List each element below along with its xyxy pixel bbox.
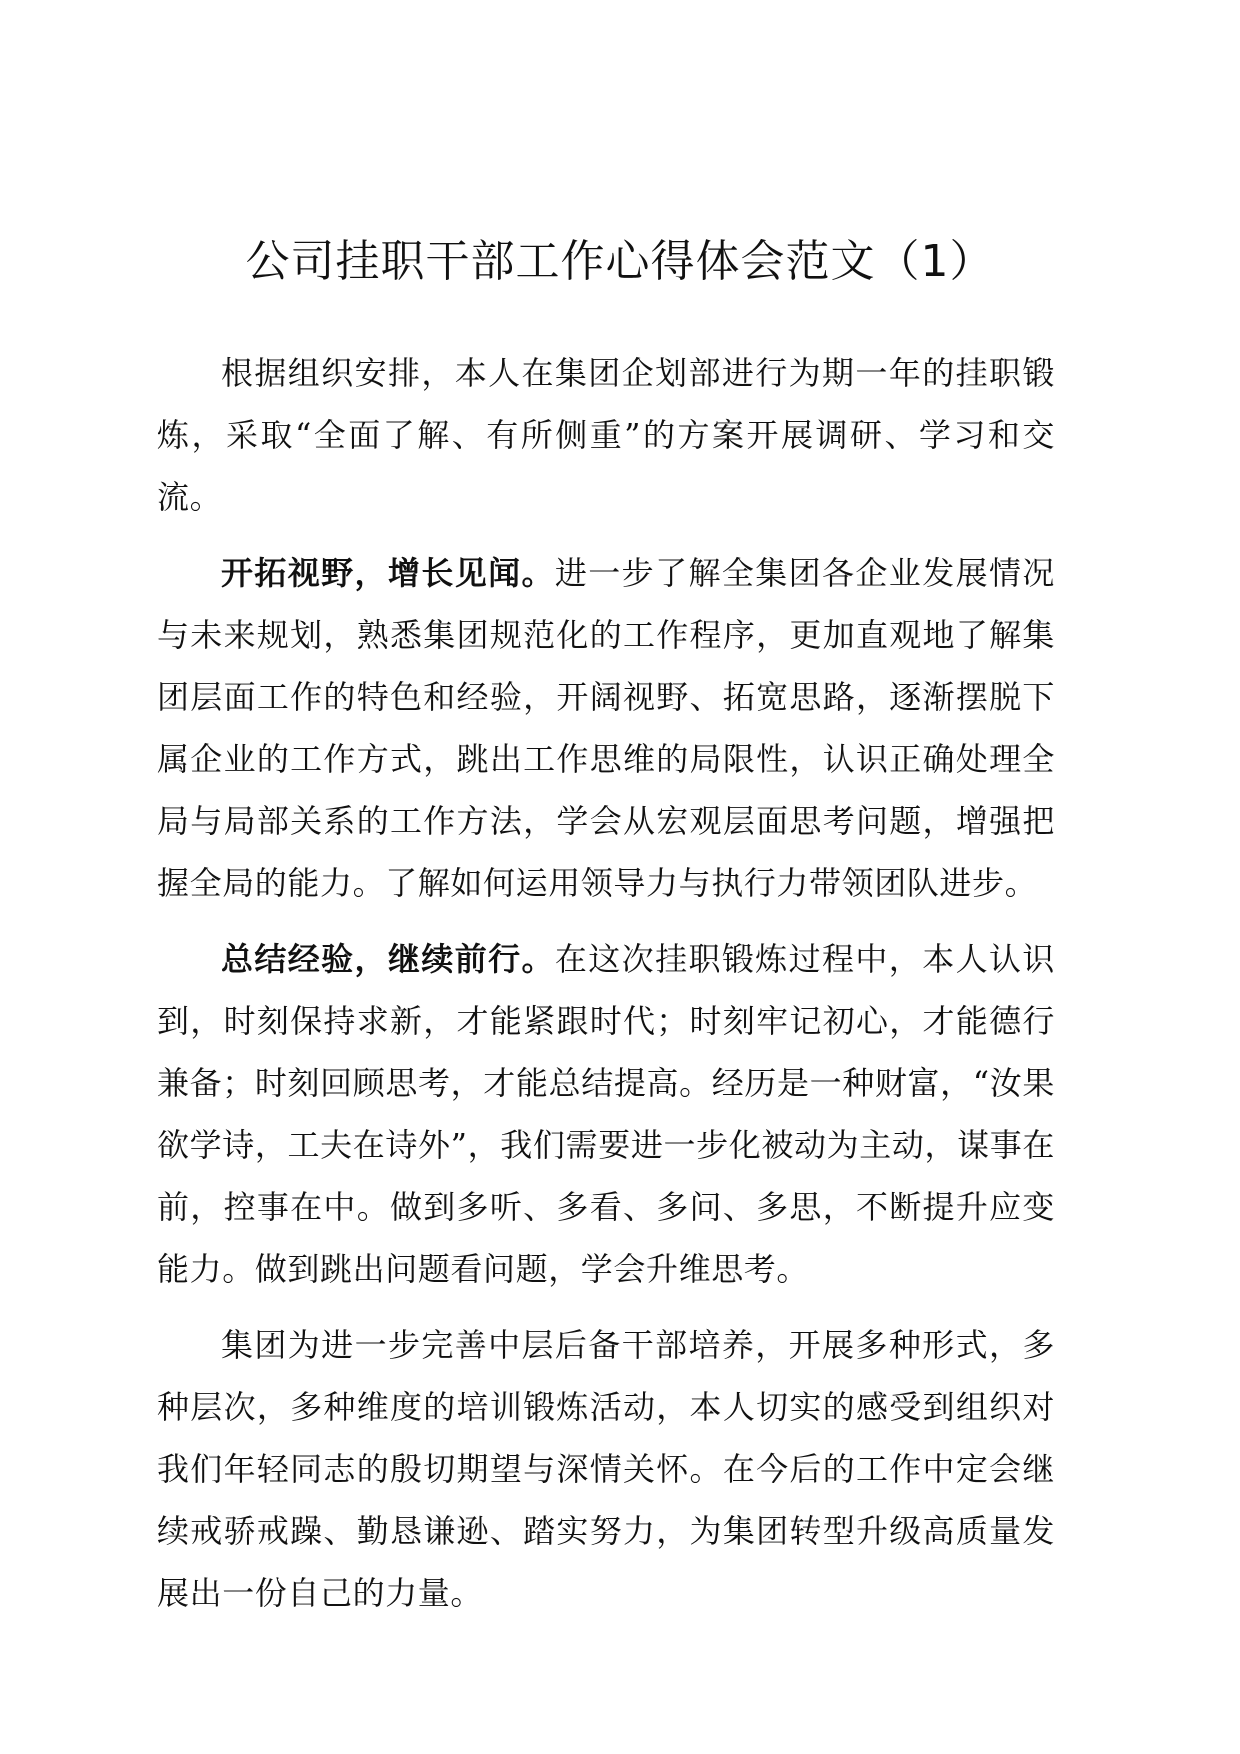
paragraph-lead: 开拓视野，增长见闻。 — [221, 554, 555, 592]
paragraph-text: 集团为进一步完善中层后备干部培养，开展多种形式，多种层次，多种维度的培训锻炼活动，本人切实的感受到组织对我们年轻同志的殷切期望与深情关怀。在今后的工作中定会继续戒骄戒躁、勤恳谦逊、踏实努力，为集团转型升级高质量发展出一份自己的力量。 — [157, 1326, 1055, 1612]
paragraph-text: 根据组织安排，本人在集团企划部进行为期一年的挂职锻炼，采取“全面了解、有所侧重”的方案开展调研、学习和交流。 — [157, 354, 1055, 516]
document-body — [157, 342, 1055, 1638]
paragraph-intro — [157, 342, 1055, 528]
paragraph-conclusion — [157, 1314, 1055, 1624]
paragraph-lead: 总结经验，继续前行。 — [221, 940, 555, 978]
paragraph-summarize-experience — [157, 928, 1055, 1300]
paragraph-text: 在这次挂职锻炼过程中，本人认识到，时刻保持求新，才能紧跟时代；时刻牢记初心，才能德行兼备；时刻回顾思考，才能总结提高。经历是一种财富，“汝果欲学诗，工夫在诗外”，我们需要进一步化被动为主动，谋事在前，控事在中。做到多听、多看、多问、多思，不断提升应变能力。做到跳出问题看问题，学会升维思考。 — [157, 940, 1055, 1288]
paragraph-broaden-horizons — [157, 542, 1055, 914]
paragraph-text: 进一步了解全集团各企业发展情况与未来规划，熟悉集团规范化的工作程序，更加直观地了解集团层面工作的特色和经验，开阔视野、拓宽思路，逐渐摆脱下属企业的工作方式，跳出工作思维的局限性，认识正确处理全局与局部关系的工作方法，学会从宏观层面思考问题，增强把握全局的能力。了解如何运用领导力与执行力带领团队进步。 — [157, 554, 1055, 902]
document-title: 公司挂职干部工作心得体会范文（1） — [245, 236, 995, 287]
